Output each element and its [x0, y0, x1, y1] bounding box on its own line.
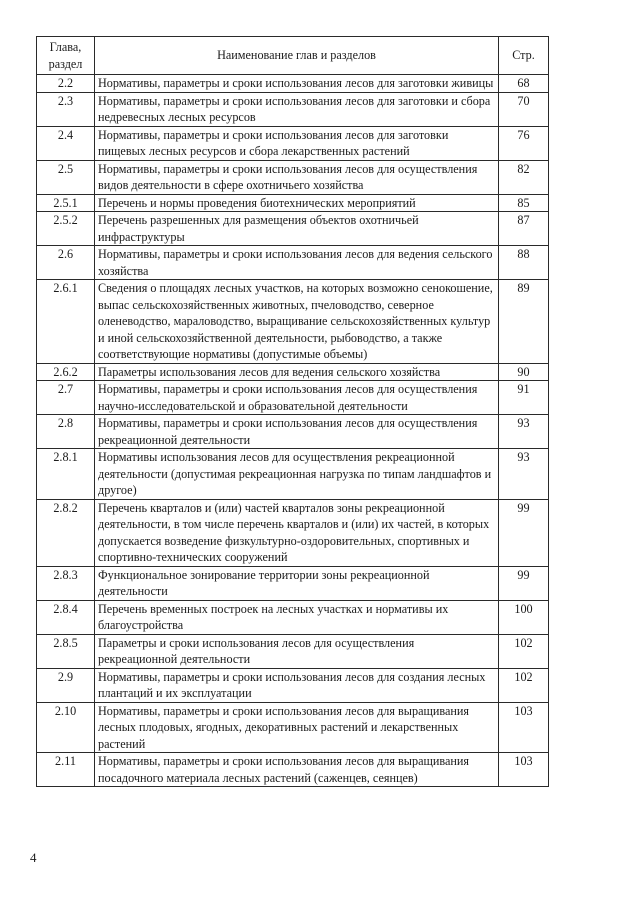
section-number: 2.7	[37, 381, 95, 415]
table-row	[37, 499, 549, 566]
section-number: 2.11	[37, 753, 95, 787]
section-page: 88	[499, 246, 549, 280]
section-title: Нормативы, параметры и сроки использования лесов для осуществления научно-исследовательской и образовательной деятельности	[95, 381, 499, 415]
section-title: Параметры использования лесов для ведения сельского хозяйства	[95, 363, 499, 381]
section-title: Нормативы, параметры и сроки использования лесов для осуществления рекреационной деятельности	[95, 415, 499, 449]
table-row	[37, 194, 549, 212]
section-title: Нормативы, параметры и сроки использования лесов для заготовки и сбора недревесных лесных ресурсов	[95, 92, 499, 126]
section-number: 2.10	[37, 702, 95, 753]
section-title: Перечень и нормы проведения биотехнических мероприятий	[95, 194, 499, 212]
section-page: 103	[499, 753, 549, 787]
section-title: Нормативы, параметры и сроки использования лесов для выращивания лесных плодовых, ягодных, декоративных растений и лекарственных растений	[95, 702, 499, 753]
toc-header	[37, 37, 549, 75]
page-number: 4	[30, 850, 37, 865]
section-number: 2.9	[37, 668, 95, 702]
section-page: 99	[499, 566, 549, 600]
table-row	[37, 75, 549, 93]
section-number: 2.2	[37, 75, 95, 93]
section-page: 91	[499, 381, 549, 415]
section-number: 2.6	[37, 246, 95, 280]
table-row	[37, 381, 549, 415]
section-title: Нормативы, параметры и сроки использования лесов для заготовки пищевых лесных ресурсов и сбора лекарственных растений	[95, 126, 499, 160]
section-title: Перечень разрешенных для размещения объектов охотничьей инфраструктуры	[95, 212, 499, 246]
section-page: 70	[499, 92, 549, 126]
section-page: 68	[499, 75, 549, 93]
table-row	[37, 246, 549, 280]
table-row	[37, 634, 549, 668]
section-title: Нормативы, параметры и сроки использования лесов для заготовки живицы	[95, 75, 499, 93]
section-page: 100	[499, 600, 549, 634]
section-number: 2.8.3	[37, 566, 95, 600]
section-title: Нормативы, параметры и сроки использования лесов для ведения сельского хозяйства	[95, 246, 499, 280]
section-number: 2.8.2	[37, 499, 95, 566]
header-chapter	[37, 37, 95, 75]
section-page: 85	[499, 194, 549, 212]
section-number: 2.4	[37, 126, 95, 160]
table-row	[37, 363, 549, 381]
section-title: Нормативы использования лесов для осуществления рекреационной деятельности (допустимая рекреационная нагрузка по типам ландшафтов и другое)	[95, 449, 499, 500]
section-title: Функциональное зонирование территории зоны рекреационной деятельности	[95, 566, 499, 600]
header-chapter-line2: раздел	[48, 56, 83, 71]
section-title: Сведения о площадях лесных участков, на которых возможно сенокошение, выпас сельскохозяйственных животных, пчеловодство, северное оленеводство, мараловодство, выращивание сельскохозяйственных культур и иной сельскохозяйственной деятельности, рыбоводство, а также соответствующие нормативы (допустимые объемы)	[95, 280, 499, 364]
table-row	[37, 212, 549, 246]
table-row	[37, 600, 549, 634]
section-page: 102	[499, 668, 549, 702]
toc-header-row	[37, 37, 549, 75]
section-number: 2.5.1	[37, 194, 95, 212]
section-title: Нормативы, параметры и сроки использования лесов для выращивания посадочного материала лесных растений (саженцев, сеянцев)	[95, 753, 499, 787]
toc-body	[37, 75, 549, 787]
header-title: Наименование глав и разделов	[95, 37, 499, 75]
section-page: 90	[499, 363, 549, 381]
section-page: 103	[499, 702, 549, 753]
table-row	[37, 160, 549, 194]
section-page: 93	[499, 449, 549, 500]
section-page: 87	[499, 212, 549, 246]
section-number: 2.8.5	[37, 634, 95, 668]
table-of-contents	[36, 36, 549, 787]
section-page: 82	[499, 160, 549, 194]
section-page: 76	[499, 126, 549, 160]
section-number: 2.8.4	[37, 600, 95, 634]
header-chapter-line1: Глава,	[49, 40, 82, 54]
table-row	[37, 126, 549, 160]
section-title: Нормативы, параметры и сроки использования лесов для осуществления видов деятельности в сфере охотничьего хозяйства	[95, 160, 499, 194]
section-title: Нормативы, параметры и сроки использования лесов для создания лесных плантаций и их эксплуатации	[95, 668, 499, 702]
section-page: 93	[499, 415, 549, 449]
section-page: 102	[499, 634, 549, 668]
section-page: 99	[499, 499, 549, 566]
section-title: Перечень временных построек на лесных участках и нормативы их благоустройства	[95, 600, 499, 634]
section-title: Перечень кварталов и (или) частей кварталов зоны рекреационной деятельности, в том числе перечень кварталов и (или) их частей, в которых допускается возведение физкультурно-оздоровительных, спортивных и спортивно-технических сооружений	[95, 499, 499, 566]
section-title: Параметры и сроки использования лесов для осуществления рекреационной деятельности	[95, 634, 499, 668]
section-number: 2.5.2	[37, 212, 95, 246]
table-row	[37, 753, 549, 787]
section-number: 2.5	[37, 160, 95, 194]
table-row	[37, 92, 549, 126]
section-number: 2.3	[37, 92, 95, 126]
section-number: 2.6.1	[37, 280, 95, 364]
table-row	[37, 280, 549, 364]
table-row	[37, 702, 549, 753]
table-row	[37, 449, 549, 500]
section-number: 2.6.2	[37, 363, 95, 381]
table-row	[37, 415, 549, 449]
section-page: 89	[499, 280, 549, 364]
section-number: 2.8.1	[37, 449, 95, 500]
header-page: Стр.	[499, 37, 549, 75]
section-number: 2.8	[37, 415, 95, 449]
table-row	[37, 566, 549, 600]
table-row	[37, 668, 549, 702]
